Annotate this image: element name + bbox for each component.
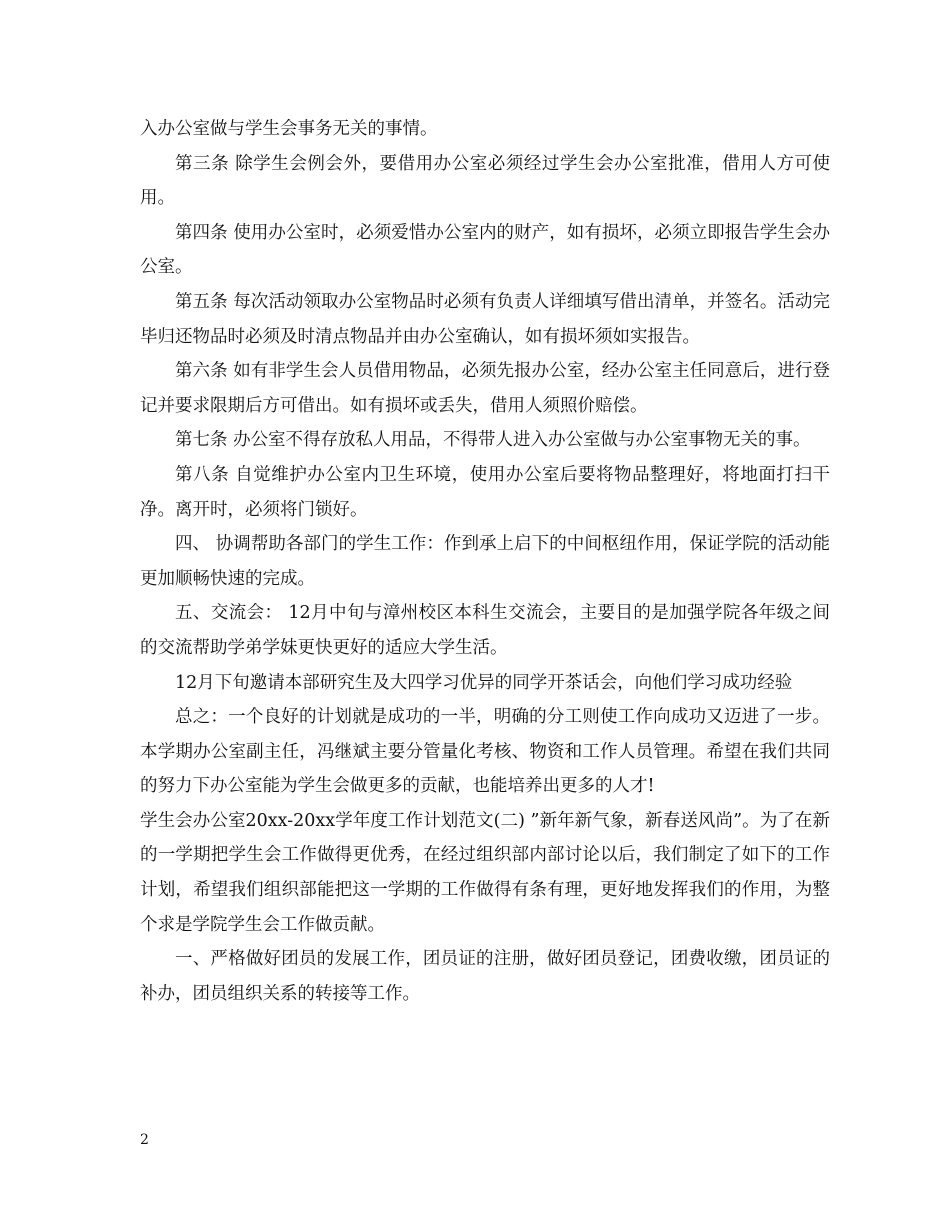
paragraph-section-4: 四、 协调帮助各部门的学生工作：作到承上启下的中间枢纽作用，保证学院的活动能更加顺畅快速的完成。 xyxy=(140,534,830,589)
paragraph-section-5: 五、交流会： 12月中旬与漳州校区本科生交流会，主要目的是加强学院各年级之间的交流帮助学弟学妹更快更好的适应大学生活。 xyxy=(140,603,830,658)
paragraph-continued-rule: 入办公室做与学生会事务无关的事情。 xyxy=(140,119,438,139)
paragraph-summary: 总之：一个良好的计划就是成功的一半，明确的分工则使工作向成功又迈进了一步。本学期办公室副主任，冯继斌主要分管量化考核、物资和工作人员管理。希望在我们共同的努力下办公室能为学生会做更多的贡献，也能培养出更多的人才! xyxy=(140,707,830,797)
paragraph-plan-two-intro: 学生会办公室20xx-20xx学年度工作计划范文(二) ”新年新气象，新春送风尚”。为了在新的一学期把学生会工作做得更优秀，在经过组织部内部讨论以后，我们制定了如下的工作计划，希望我们组织部能把这一学期的工作做得有条有理，更好地发挥我们的作用，为整个求是学院学生会工作做贡献。 xyxy=(140,810,830,935)
paragraph-article-5: 第五条 每次活动领取办公室物品时必须有负责人详细填写借出清单，并签名。活动完毕归还物品时必须及时清点物品并由办公室确认，如有损坏须如实报告。 xyxy=(140,291,830,347)
paragraph-tea-party: 12月下旬邀请本部研究生及大四学习优异的同学开茶话会，向他们学习成功经验 xyxy=(175,672,793,693)
paragraph-article-4: 第四条 使用办公室时，必须爱惜办公室内的财产，如有损坏，必须立即报告学生会办公室。 xyxy=(140,222,830,278)
document-body xyxy=(140,112,830,1011)
page-number: 2 xyxy=(140,1132,149,1148)
paragraph-plan-two-item-1: 一、严格做好团员的发展工作，团员证的注册，做好团员登记，团费收缴，团员证的补办，团员组织关系的转接等工作。 xyxy=(140,949,830,1004)
paragraph-article-3: 第三条 除学生会例会外，要借用办公室必须经过学生会办公室批准，借用人方可使用。 xyxy=(140,153,830,209)
paragraph-article-6: 第六条 如有非学生会人员借用物品，必须先报办公室，经办公室主任同意后，进行登记并要求限期后方可借出。如有损坏或丢失，借用人须照价赔偿。 xyxy=(140,361,830,416)
paragraph-article-8: 第八条 自觉维护办公室内卫生环境，使用办公室后要将物品整理好，将地面打扫干净。离开时，必须将门锁好。 xyxy=(140,464,830,520)
paragraph-article-7: 第七条 办公室不得存放私人用品，不得带人进入办公室做与办公室事物无关的事。 xyxy=(175,430,811,451)
